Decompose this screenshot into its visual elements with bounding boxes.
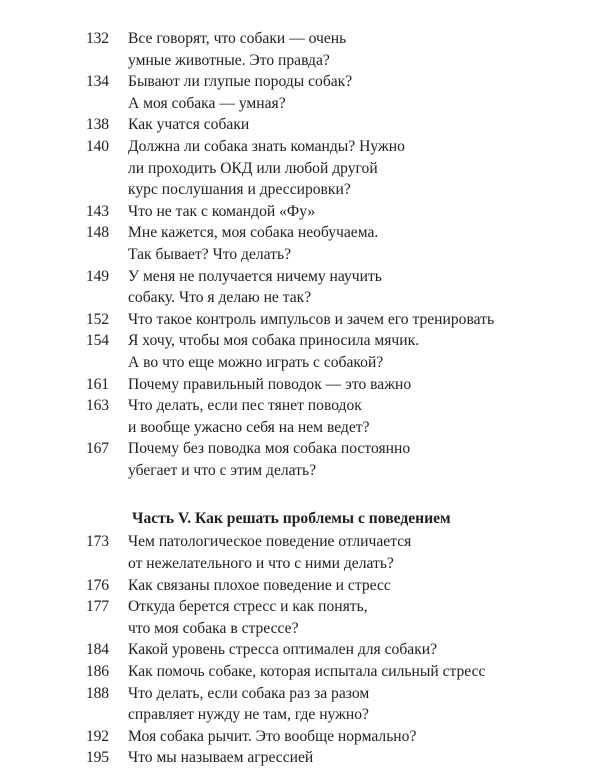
toc-entry (0, 438, 600, 481)
toc-page-number: 152 (86, 310, 109, 328)
toc-entry-line (0, 661, 600, 683)
toc-page-number: 134 (86, 73, 109, 91)
toc-entry (0, 596, 600, 639)
toc-entry-line (0, 266, 600, 288)
toc-entry-text: от нежелательного и что с ними делать? (128, 555, 394, 573)
toc-entry-line (0, 114, 600, 136)
toc-entry-text: справляет нужду не там, где нужно? (128, 706, 369, 724)
toc-entry-line (0, 309, 600, 331)
toc-entry-text: Какой уровень стресса оптимален для собаки? (128, 641, 438, 659)
toc-entry-line (0, 136, 600, 158)
toc-entry (0, 309, 600, 331)
toc-page-number: 148 (86, 224, 109, 242)
toc-entry-line (0, 683, 600, 705)
toc-page-number: 173 (86, 533, 109, 551)
toc-entry-line (0, 575, 600, 597)
section-gap (0, 481, 600, 507)
toc-page-number: 184 (86, 641, 109, 659)
toc-entry-line (0, 158, 600, 180)
toc-list-part-b (0, 531, 600, 769)
toc-entry-text: Так бывает? Что делать? (128, 245, 292, 263)
toc-entry-line (0, 244, 600, 266)
toc-page-number: 138 (86, 116, 109, 134)
toc-entry-text: А моя собака — умная? (128, 94, 286, 112)
toc-entry (0, 531, 600, 574)
toc-entry-line (0, 726, 600, 748)
section-title (0, 507, 600, 531)
toc-page-number: 163 (86, 397, 109, 415)
toc-entry-line (0, 438, 600, 460)
toc-entry (0, 201, 600, 223)
toc-entry-text: убегает и что с этим делать? (128, 461, 317, 479)
toc-entry (0, 683, 600, 726)
toc-entry-text: Как связаны плохое поведение и стресс (128, 576, 391, 594)
toc-entry (0, 136, 600, 201)
toc-entry-line (0, 747, 600, 769)
toc-entry-line (0, 639, 600, 661)
toc-entry-text: Что делать, если пес тянет поводок (128, 397, 362, 415)
toc-entry-text: Что не так с командой «Фу» (128, 202, 316, 220)
toc-entry-line (0, 553, 600, 575)
toc-entry-line (0, 417, 600, 439)
toc-entry-line (0, 28, 600, 50)
toc-page-number: 149 (86, 267, 109, 285)
toc-entry (0, 71, 600, 114)
toc-entry (0, 747, 600, 769)
toc-entry-line (0, 460, 600, 482)
toc-page-number: 177 (86, 598, 109, 616)
toc-entry (0, 114, 600, 136)
toc-entry-text: У меня не получается ничему научить (128, 267, 382, 285)
table-of-contents (0, 28, 600, 769)
section-title-text: Часть V. Как решать проблемы с поведением (132, 510, 451, 528)
toc-entry-text: и вообще ужасно себя на нем ведет? (128, 418, 370, 436)
toc-entry-line (0, 330, 600, 352)
toc-page-number: 140 (86, 137, 109, 155)
toc-entry-text: Моя собака рычит. Это вообще нормально? (128, 727, 417, 745)
toc-entry-line (0, 596, 600, 618)
toc-page-number: 195 (86, 749, 109, 767)
toc-entry-line (0, 374, 600, 396)
toc-entry-text: Откуда берется стресс и как понять, (128, 598, 368, 616)
toc-entry-text: ли проходить ОКД или любой другой (128, 159, 378, 177)
toc-page-number: 192 (86, 727, 109, 745)
toc-entry-text: Мне кажется, моя собака необучаема. (128, 224, 379, 242)
toc-entry-text: собаку. Что я делаю не так? (128, 289, 312, 307)
toc-entry-text: Я хочу, чтобы моя собака приносила мячик. (128, 332, 420, 350)
toc-entry-line (0, 71, 600, 93)
toc-entry-line (0, 531, 600, 553)
toc-entry-text: Почему правильный поводок — это важно (128, 375, 412, 393)
toc-entry-line (0, 395, 600, 417)
toc-entry (0, 726, 600, 748)
toc-entry (0, 222, 600, 265)
toc-entry-text: Как учатся собаки (128, 116, 250, 134)
toc-entry-line (0, 179, 600, 201)
toc-entry (0, 266, 600, 309)
toc-entry (0, 639, 600, 661)
toc-entry-text: А во что еще можно играть с собакой? (128, 353, 384, 371)
toc-entry-text: Что такое контроль импульсов и зачем его тренировать (128, 310, 495, 328)
toc-page-number: 132 (86, 30, 109, 47)
toc-entry-text: Почему без поводка моя собака постоянно (128, 440, 411, 458)
toc-entry-line (0, 93, 600, 115)
toc-entry-text: что моя собака в стрессе? (128, 619, 299, 637)
toc-entry-text: курс послушания и дрессировки? (128, 181, 351, 199)
toc-entry-text: Что мы называем агрессией (128, 749, 314, 767)
toc-entry (0, 374, 600, 396)
toc-entry-text: Бывают ли глупые породы собак? (128, 73, 353, 91)
toc-entry (0, 28, 600, 71)
toc-page-number: 188 (86, 684, 109, 702)
toc-page-number: 186 (86, 663, 109, 681)
toc-entry-text: Должна ли собака знать команды? Нужно (128, 137, 405, 155)
toc-page-number: 167 (86, 440, 109, 458)
toc-entry-text: Как помочь собаке, которая испытала сильный стресс (128, 663, 486, 681)
toc-entry-text: Чем патологическое поведение отличается (128, 533, 412, 551)
toc-entry-line (0, 618, 600, 640)
toc-entry-line (0, 50, 600, 72)
toc-entry (0, 575, 600, 597)
toc-entry-text: Что делать, если собака раз за разом (128, 684, 370, 702)
toc-entry-line (0, 201, 600, 223)
toc-list-part-a (0, 28, 600, 481)
toc-entry-text: Все говорят, что собаки — очень (128, 30, 347, 47)
toc-page-number: 161 (86, 375, 109, 393)
toc-entry-line (0, 704, 600, 726)
toc-entry (0, 330, 600, 373)
toc-entry (0, 395, 600, 438)
toc-entry-line (0, 222, 600, 244)
toc-page-number: 176 (86, 576, 109, 594)
toc-entry-text: умные животные. Это правда? (128, 51, 330, 69)
toc-entry-line (0, 352, 600, 374)
toc-page-number: 154 (86, 332, 109, 350)
toc-entry (0, 661, 600, 683)
toc-page-number: 143 (86, 202, 109, 220)
toc-entry-line (0, 287, 600, 309)
